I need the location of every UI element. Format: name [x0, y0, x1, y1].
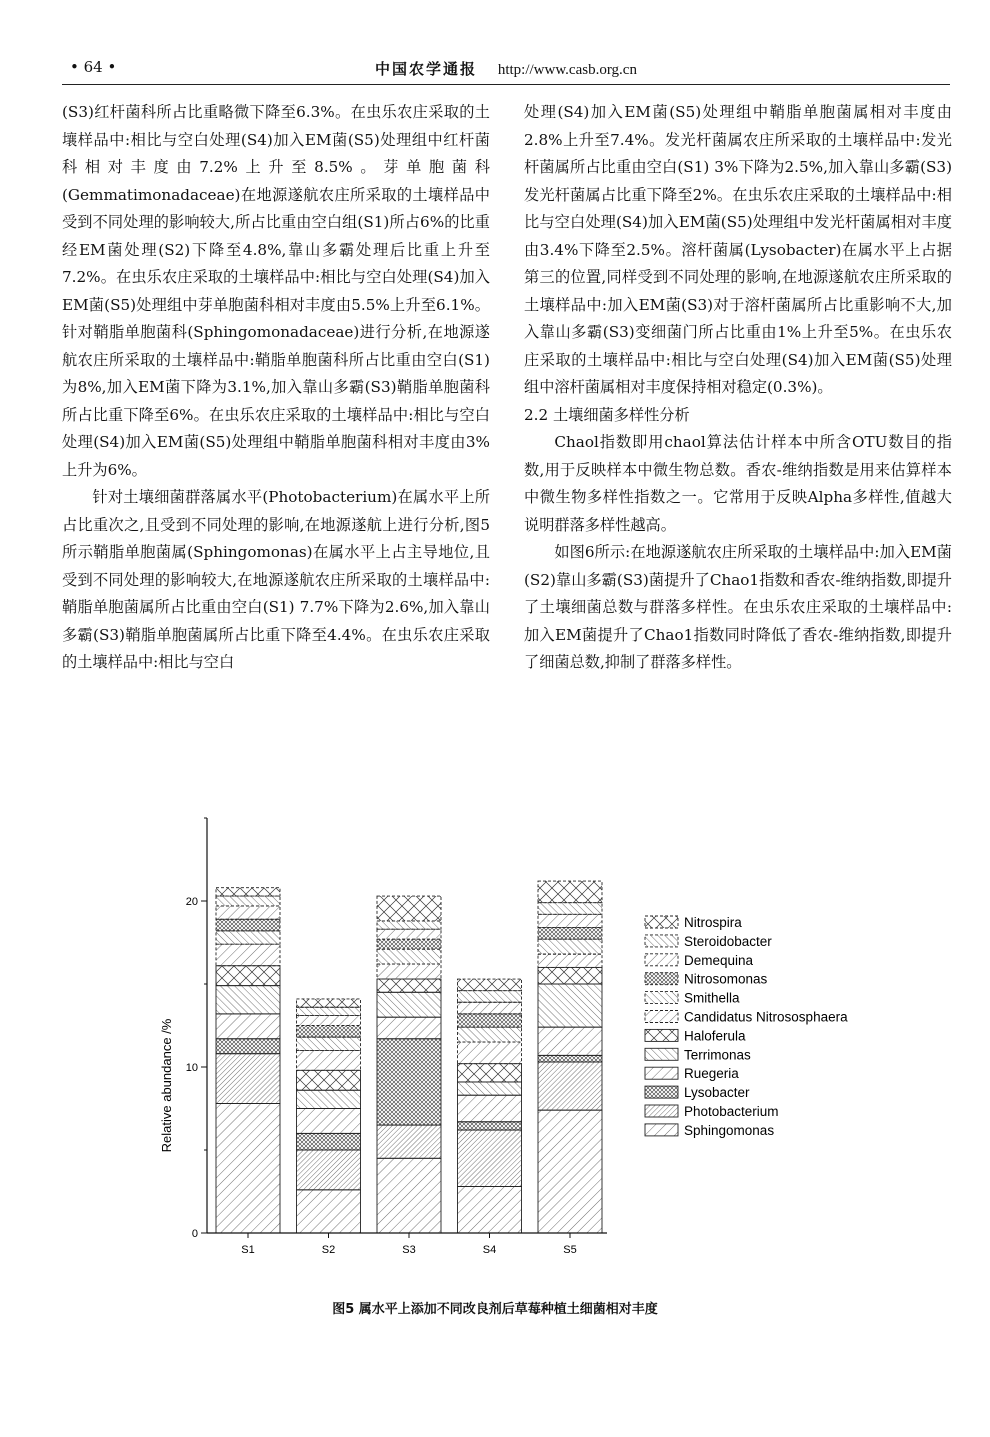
x-tick-label: S5 [563, 1244, 577, 1256]
bar-S3-photobacterium [377, 1125, 441, 1158]
legend-swatch-lysobacter [645, 1086, 678, 1098]
legend-label: Nitrosomonas [684, 971, 768, 987]
bar-S2-haloferula [297, 1070, 361, 1090]
y-tick-label: 20 [185, 896, 198, 908]
legend-swatch-demequina [645, 954, 678, 966]
legend-label: Smithella [684, 990, 740, 1006]
legend-swatch-sphingomonas [645, 1124, 678, 1136]
bar-S2-sphingomonas [297, 1190, 361, 1233]
legend-label: Candidatus Nitrososphaera [684, 1009, 848, 1025]
paragraph: 针对土壤细菌群落属水平(Photobacterium)在属水平上所占比重次之,且受到不同处理的影响,在地源遂航上进行分析,图5所示鞘脂单胞菌属(Sphingomonas)在属水平上占主导地位,且受到不同处理的影响较大,在地源遂航农庄所采取的土壤样品中:鞘脂单胞菌属所占比重由空白(S1) 7.7%下降为2.6%,加入靠山多霸(S3)鞘脂单胞菌属所占比重下降至4.4%。在虫乐农庄采取的土壤样品中:相比与空白 [62, 488, 490, 671]
x-tick-label: S4 [482, 1244, 497, 1256]
paragraph: 处理(S4)加入EM菌(S5)处理组中鞘脂单胞菌属相对丰度由2.8%上升至7.4%。发光杆菌属农庄所采取的土壤样品中:发光杆菌属所占比重由空白(S1) 3%下降为2.5%,加入靠山多霸(S3)发光杆菌属占比重下降至2%。在虫乐农庄采取的土壤样品中:相比与空白处理(S4)加入EM菌(S5)处理组中发光杆菌属相对丰度由3.4%下降至2.5%。溶杆菌属(Lysobacter)在属水平上占据第三的位置,同样受到不同处理的影响,在地源遂航农庄所采取的土壤样品中:加入EM菌(S3)对于溶杆菌属所占比重影响不大,加入靠山多霸(S3)变细菌门所占比重由1%上升至5%。在虫乐农庄采取的土壤样品中:相比与空白处理(S4)加入EM菌(S5)处理组中溶杆菌属相对丰度保持相对稳定(0.3%)。 [524, 103, 952, 396]
bar-S2-lysobacter [297, 1133, 361, 1150]
bar-S4-smithella [458, 1027, 522, 1042]
bar-S3-ruegeria [377, 1017, 441, 1039]
legend-label: Sphingomonas [684, 1122, 775, 1138]
bar-S5-lysobacter [538, 1055, 602, 1062]
bar-S3-nitrosomonas [377, 939, 441, 949]
bar-S1-terrimonas [216, 986, 280, 1014]
bar-S4-sphingomonas [458, 1187, 522, 1233]
journal-url[interactable]: http://www.casb.org.cn [497, 62, 637, 78]
page-number: • 64 • [70, 58, 117, 76]
bar-S5-terrimonas [538, 984, 602, 1027]
left-column [62, 99, 490, 677]
bar-S2-candidatus-nitrososphaera [297, 1050, 361, 1070]
bar-S4-terrimonas [458, 1082, 522, 1095]
legend-label: Lysobacter [684, 1085, 750, 1101]
legend-swatch-photobacterium [645, 1105, 678, 1117]
legend-swatch-steroidobacter [645, 935, 678, 947]
legend-swatch-nitrosomonas [645, 973, 678, 985]
paragraph: (S3)红杆菌科所占比重略微下降至6.3%。在虫乐农庄采取的土壤样品中:相比与空白处理(S4)加入EM菌(S5)处理组中红杆菌科相对丰度由7.2%上升至8.5%。芽单胞菌科(Gemmatimonadaceae)在地源遂航农庄所采取的土壤样品中受到不同处理的影响较大,所占比重由空白组(S1)所占6%的比重经EM菌处理(S2)下降至4.8%,靠山多霸处理后比重上升至7.2%。在虫乐农庄采取的土壤样品中:相比与空白处理(S4)加入EM菌(S5)处理组中芽单胞菌科相对丰度由5.5%上升至6.1%。针对鞘脂单胞菌科(Sphingomonadaceae)进行分析,在地源遂航农庄所采取的土壤样品中:鞘脂单胞菌科所占比重由空白(S1)为8%,加入EM菌下降为3.1%,加入靠山多霸(S3)鞘脂单胞菌科所占比重下降至6%。在虫乐农庄采取的土壤样品中:相比与空白处理(S4)加入EM菌(S5)处理组中鞘脂单胞菌科相对丰度由3%上升为6%。 [62, 103, 490, 479]
bar-S3-terrimonas [377, 992, 441, 1017]
x-tick-label: S2 [321, 1244, 336, 1256]
legend-swatch-haloferula [645, 1029, 678, 1041]
page-header [62, 56, 950, 80]
bar-S1-lysobacter [216, 1039, 280, 1054]
bar-S4-steroidobacter [458, 991, 522, 1003]
bar-S4-ruegeria [458, 1095, 522, 1122]
bar-S1-nitrosomonas [216, 919, 280, 931]
bar-S5-candidatus-nitrososphaera [538, 954, 602, 967]
section-heading: 2.2 土壤细菌多样性分析 [524, 405, 690, 424]
legend-swatch-smithella [645, 992, 678, 1004]
bar-S1-candidatus-nitrososphaera [216, 944, 280, 966]
bar-S3-candidatus-nitrososphaera [377, 964, 441, 979]
legend-label: Photobacterium [684, 1104, 779, 1119]
bar-S5-nitrosomonas [538, 928, 602, 940]
legend-label: Demequina [684, 952, 754, 968]
bar-S3-nitrospira [377, 896, 441, 921]
paragraph: Chaol指数即用chaol算法估计样本中所含OTU数目的指数,用于反映样本中微生物总数。香农-维纳指数是用来估算样本中微生物多样性指数之一。它常用于反映Alpha多样性,值越大说明群落多样性越高。 [524, 433, 952, 534]
bar-S4-lysobacter [458, 1122, 522, 1130]
bar-S3-lysobacter [377, 1039, 441, 1125]
paragraph: 如图6所示:在地源遂航农庄所采取的土壤样品中:加入EM菌(S2)靠山多霸(S3)菌提升了Chao1指数和香农-维纳指数,即提升了土壤细菌总数与群落多样性。在虫乐农庄采取的土壤样品中:加入EM菌提升了Chao1指数同时降低了香农-维纳指数,即提升了细菌总数,抑制了群落多样性。 [524, 543, 952, 671]
bar-S1-haloferula [216, 966, 280, 986]
bar-S5-nitrospira [538, 881, 602, 903]
bar-S2-steroidobacter [297, 1007, 361, 1015]
figure [0, 780, 990, 1284]
bar-S4-nitrosomonas [458, 1014, 522, 1027]
header-rule [62, 84, 950, 85]
bar-S3-smithella [377, 949, 441, 964]
legend-swatch-terrimonas [645, 1048, 678, 1060]
x-tick-label: S1 [241, 1244, 255, 1256]
bar-S4-photobacterium [458, 1130, 522, 1186]
bar-S1-sphingomonas [216, 1104, 280, 1233]
bar-S4-nitrospira [458, 979, 522, 991]
legend-label: Haloferula [684, 1028, 746, 1044]
y-tick-label: 10 [185, 1062, 198, 1074]
legend-label: Nitrospira [684, 915, 742, 930]
bar-S5-smithella [538, 939, 602, 954]
bar-S2-ruegeria [297, 1109, 361, 1134]
legend-swatch-candidatus-nitrososphaera [645, 1011, 678, 1023]
legend-swatch-nitrospira [645, 916, 678, 928]
y-axis-label: Relative abundance /% [159, 1018, 174, 1153]
bar-S5-steroidobacter [538, 903, 602, 915]
bar-S3-steroidobacter [377, 921, 441, 929]
legend-swatch-ruegeria [645, 1067, 678, 1079]
bar-S3-haloferula [377, 979, 441, 992]
bar-S5-demequina [538, 914, 602, 927]
bar-S5-photobacterium [538, 1062, 602, 1110]
y-tick-label: 0 [191, 1228, 198, 1240]
legend-label: Ruegeria [684, 1066, 739, 1082]
bar-S1-smithella [216, 931, 280, 944]
bar-S5-sphingomonas [538, 1110, 602, 1233]
stacked-bar-chart [0, 780, 990, 1280]
bar-S1-demequina [216, 906, 280, 919]
bar-S3-sphingomonas [377, 1158, 441, 1233]
bar-S2-photobacterium [297, 1150, 361, 1190]
bar-S2-nitrospira [297, 999, 361, 1007]
bar-S4-candidatus-nitrososphaera [458, 1042, 522, 1064]
figure-caption: 图5 属水平上添加不同改良剂后草莓种植土细菌相对丰度 [332, 1302, 658, 1317]
bar-S4-demequina [458, 1002, 522, 1014]
bar-S1-ruegeria [216, 1014, 280, 1039]
bar-S1-steroidobacter [216, 896, 280, 906]
legend-label: Steroidobacter [684, 933, 772, 949]
x-tick-label: S3 [402, 1244, 416, 1256]
bar-S1-nitrospira [216, 888, 280, 896]
bar-S2-nitrosomonas [297, 1026, 361, 1038]
legend-label: Terrimonas [684, 1047, 751, 1063]
journal-name: 中国农学通报 [375, 60, 478, 78]
bar-S2-smithella [297, 1037, 361, 1050]
bar-S5-ruegeria [538, 1027, 602, 1055]
bar-S2-demequina [297, 1016, 361, 1026]
bar-S4-haloferula [458, 1064, 522, 1082]
bar-S2-terrimonas [297, 1090, 361, 1108]
bar-S1-photobacterium [216, 1054, 280, 1104]
right-column [524, 99, 952, 677]
bar-S3-demequina [377, 929, 441, 939]
bar-S5-haloferula [538, 967, 602, 984]
